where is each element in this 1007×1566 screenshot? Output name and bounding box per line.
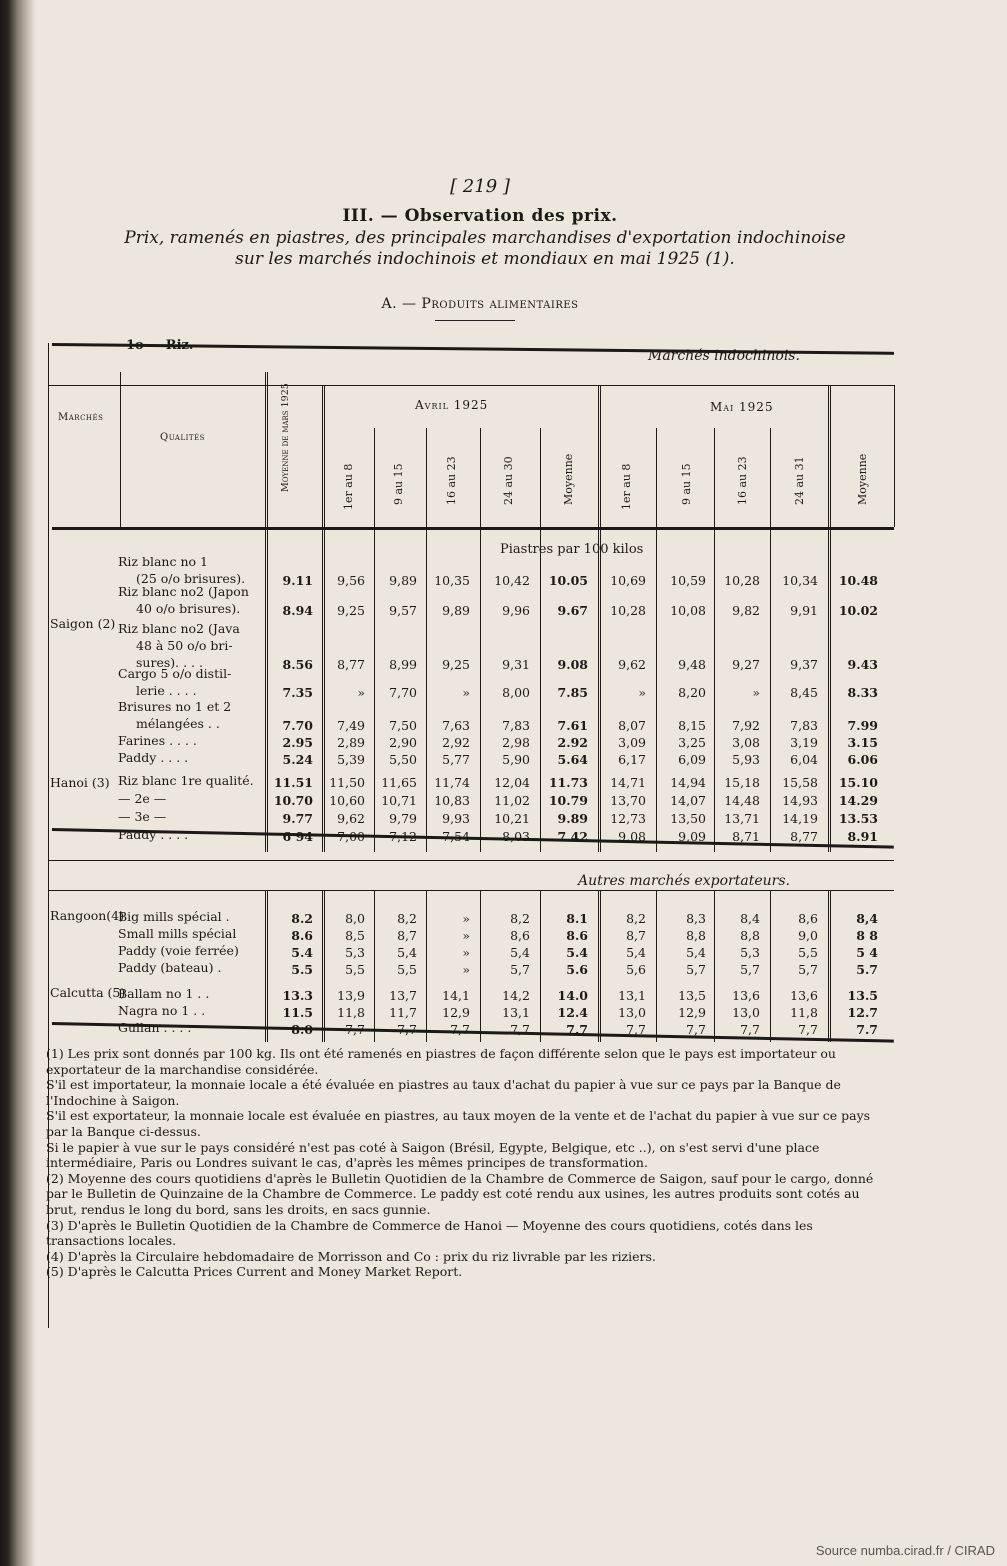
price-cell: 9,25: [337, 603, 365, 618]
price-cell: 5,93: [732, 752, 760, 767]
price-cell: 7,12: [389, 829, 417, 844]
price-cell: 7,7: [686, 1022, 706, 1037]
price-cell: 8,6: [510, 928, 530, 943]
part-title: A. — Produits alimentaires: [381, 296, 579, 312]
header-col: 16 au 23: [736, 456, 749, 505]
price-cell: 8,6: [798, 911, 818, 926]
zone-label-indochinois: Marchés indochinois.: [648, 348, 800, 364]
price-cell: 7,00: [337, 829, 365, 844]
quality-label: Riz blanc no2 (Japon: [118, 584, 249, 599]
price-cell: 13,1: [618, 988, 646, 1003]
price-cell: 8,5: [345, 928, 365, 943]
price-cell: 15,58: [782, 775, 818, 790]
quality-label: Cargo 5 o/o distil-: [118, 666, 232, 681]
header-col: 16 au 23: [445, 456, 458, 505]
section-title: III. — Observation des prix.: [342, 206, 618, 226]
price-cell: »: [462, 928, 470, 943]
price-cell: 7,7: [740, 1022, 760, 1037]
price-cell: 3,19: [790, 735, 818, 750]
price-cell: 5,5: [798, 945, 818, 960]
price-cell: 9,56: [337, 573, 365, 588]
price-cell: 10,69: [610, 573, 646, 588]
price-cell: 13,6: [790, 988, 818, 1003]
price-cell: 9.11: [282, 573, 313, 588]
price-cell: 7,7: [510, 1022, 530, 1037]
price-cell: 7,83: [790, 718, 818, 733]
price-cell: 10,59: [670, 573, 706, 588]
price-cell: 8.94: [282, 603, 313, 618]
price-cell: 13,7: [389, 988, 417, 1003]
price-cell: 12,9: [678, 1005, 706, 1020]
footnote: (1) Les prix sont donnés par 100 kg. Ils ont été ramenés en piastres de façon différente selon que le pays est importateur ou exportateur de la marchandise considérée.: [46, 1046, 836, 1077]
price-cell: 8,3: [686, 911, 706, 926]
price-cell: 11,65: [381, 775, 417, 790]
price-cell: 2,92: [442, 735, 470, 750]
quality-label: Paddy . . . .: [118, 750, 189, 765]
price-cell: 13.3: [282, 988, 313, 1003]
price-cell: »: [462, 911, 470, 926]
price-cell: 11,7: [389, 1005, 417, 1020]
unit-label: Piastres par 100 kilos: [500, 542, 644, 557]
price-cell: 7,49: [337, 718, 365, 733]
subtitle-line: sur les marchés indochinois et mondiaux en mai 1925 (1).: [235, 249, 735, 269]
price-cell: 7,83: [502, 718, 530, 733]
price-cell: 11,74: [434, 775, 470, 790]
price-cell: 5 4: [856, 945, 878, 960]
price-cell: 5,4: [686, 945, 706, 960]
price-cell: 7,7: [798, 1022, 818, 1037]
price-cell: 13.5: [847, 988, 878, 1003]
quality-label: Nagra no 1 . .: [118, 1003, 206, 1018]
price-cell: 9.77: [282, 811, 313, 826]
price-cell: 10,34: [782, 573, 818, 588]
price-cell: 13,70: [610, 793, 646, 808]
price-cell: 11.51: [273, 775, 313, 790]
quality-label: — 3e —: [118, 809, 167, 824]
price-cell: 13,0: [618, 1005, 646, 1020]
price-cell: 8,77: [790, 829, 818, 844]
autres-header-rule: [48, 890, 894, 891]
price-cell: 13,6: [732, 988, 760, 1003]
price-cell: 10,21: [494, 811, 530, 826]
price-cell: 14,19: [782, 811, 818, 826]
book-spine: [0, 0, 36, 1566]
price-cell: 5,6: [626, 962, 646, 977]
price-cell: 7.7: [566, 1022, 588, 1037]
header-top-rule: [48, 385, 894, 386]
price-cell: 9,57: [389, 603, 417, 618]
quality-label: (25 o/o brisures).: [136, 571, 246, 586]
header-col: 1er au 8: [620, 463, 633, 510]
source-footer: Source numba.cirad.fr / CIRAD: [815, 1543, 995, 1558]
price-cell: 11,8: [337, 1005, 365, 1020]
price-cell: 2,98: [502, 735, 530, 750]
header-col: 24 au 30: [502, 456, 515, 505]
price-cell: 7.85: [557, 685, 588, 700]
price-cell: 9,09: [678, 829, 706, 844]
price-cell: 8,20: [678, 685, 706, 700]
price-cell: 11.5: [282, 1005, 313, 1020]
header-col: Moyenne: [856, 453, 869, 505]
price-cell: 14,2: [502, 988, 530, 1003]
price-cell: 14,94: [670, 775, 706, 790]
price-cell: 11,8: [790, 1005, 818, 1020]
price-cell: 12,73: [610, 811, 646, 826]
price-cell: 3,09: [618, 735, 646, 750]
price-cell: 8,2: [510, 911, 530, 926]
price-cell: 7,7: [626, 1022, 646, 1037]
price-cell: 13,1: [502, 1005, 530, 1020]
price-cell: 10.48: [838, 573, 878, 588]
price-cell: 8,77: [337, 657, 365, 672]
price-cell: 12,9: [442, 1005, 470, 1020]
price-cell: 8,7: [626, 928, 646, 943]
price-cell: 7,92: [732, 718, 760, 733]
price-cell: 5.24: [282, 752, 313, 767]
header-mai: Mai 1925: [710, 400, 774, 414]
price-cell: 9.08: [557, 657, 588, 672]
price-cell: 9,48: [678, 657, 706, 672]
price-cell: 9,93: [442, 811, 470, 826]
price-cell: 9,82: [732, 603, 760, 618]
quality-label: Big mills spécial .: [118, 909, 230, 924]
price-cell: »: [462, 962, 470, 977]
price-cell: 12.4: [557, 1005, 588, 1020]
price-cell: 5,7: [686, 962, 706, 977]
price-cell: 5.64: [557, 752, 588, 767]
price-cell: 3,08: [732, 735, 760, 750]
header-col: 9 au 15: [392, 463, 405, 505]
footnote: Si le papier à vue sur le pays considéré n'est pas coté à Saigon (Brésil, Egypte, Belgique, etc ..), on s'est servi d'une place intermédiaire, Paris ou Londres suivant le cas, d'après les mêmes principes de transformation.: [46, 1139, 820, 1171]
price-cell: 9,89: [442, 603, 470, 618]
price-cell: 6 94: [282, 829, 313, 844]
price-cell: 5.7: [856, 962, 878, 977]
header-bottom-rule: [52, 527, 894, 530]
price-cell: 8 8: [856, 928, 878, 943]
price-cell: 5,3: [345, 945, 365, 960]
price-cell: 8.6: [291, 928, 313, 943]
price-cell: 8,4: [856, 911, 878, 926]
price-cell: 5,3: [740, 945, 760, 960]
price-cell: 8,45: [790, 685, 818, 700]
price-cell: 5,4: [397, 945, 417, 960]
price-cell: 13,0: [732, 1005, 760, 1020]
price-cell: »: [638, 685, 646, 700]
price-cell: 8.1: [566, 911, 588, 926]
price-cell: 14.0: [557, 988, 588, 1003]
price-cell: 7.61: [557, 718, 588, 733]
autres-top-rule: [48, 860, 894, 861]
price-cell: 7.35: [282, 685, 313, 700]
price-cell: 5,50: [389, 752, 417, 767]
footnotes: [46, 1046, 881, 1280]
price-cell: »: [357, 685, 365, 700]
price-cell: 5,7: [798, 962, 818, 977]
price-cell: 8.33: [847, 685, 878, 700]
price-cell: 9,31: [502, 657, 530, 672]
price-cell: 6,17: [618, 752, 646, 767]
price-cell: 8,07: [618, 718, 646, 733]
quality-label: Small mills spécial: [118, 926, 237, 941]
price-cell: 7.42: [557, 829, 588, 844]
price-cell: 6.06: [847, 752, 878, 767]
price-cell: 13.53: [838, 811, 878, 826]
footnote: (5) D'après le Calcutta Prices Current and Money Market Report.: [46, 1264, 463, 1280]
price-cell: 9.67: [557, 603, 588, 618]
footnote: S'il est importateur, la monnaie locale a été évaluée en piastres au taux d'achat du papier à vue sur ce pays par la Banque de l'Indochine à Saigon.: [46, 1077, 841, 1108]
header-col: 9 au 15: [680, 463, 693, 505]
price-cell: 5,4: [626, 945, 646, 960]
footnote: (4) D'après la Circulaire hebdomadaire de Morrisson and Co : prix du riz livrable par les riziers.: [46, 1248, 656, 1264]
price-cell: 9,91: [790, 603, 818, 618]
market-calcutta: Calcutta (5): [50, 985, 126, 1000]
quality-label: sures). . . .: [136, 655, 203, 670]
price-cell: 10,28: [724, 573, 760, 588]
price-cell: 9,0: [798, 928, 818, 943]
footnote: (3) D'après le Bulletin Quotidien de la Chambre de Commerce de Hanoi — Moyenne des cours quotidiens, cotés dans les transactions locales.: [46, 1217, 813, 1249]
price-cell: 5.6: [566, 962, 588, 977]
price-cell: 2,90: [389, 735, 417, 750]
price-cell: 10,28: [610, 603, 646, 618]
price-cell: 7,50: [389, 718, 417, 733]
price-cell: 15,18: [724, 775, 760, 790]
page-number: [ 219 ]: [450, 176, 510, 197]
quality-label: Riz blanc 1re qualité.: [118, 773, 254, 788]
price-cell: 8,8: [740, 928, 760, 943]
quality-label: Paddy (voie ferrée): [118, 943, 239, 958]
table-right-rule: [894, 385, 895, 527]
quality-label: 48 à 50 o/o bri-: [136, 638, 233, 653]
price-cell: »: [462, 945, 470, 960]
price-cell: 8,15: [678, 718, 706, 733]
price-cell: 14,48: [724, 793, 760, 808]
quality-label: Paddy (bateau) .: [118, 960, 222, 975]
header-moyenne-mars: Moyenne de mars 1925: [280, 383, 291, 492]
quality-label: Ballam no 1 . .: [118, 986, 210, 1001]
price-cell: 9.89: [557, 811, 588, 826]
zone-label-autres: Autres marchés exportateurs.: [578, 873, 790, 889]
price-cell: 9,62: [618, 657, 646, 672]
price-cell: 9,27: [732, 657, 760, 672]
price-cell: 8,2: [626, 911, 646, 926]
price-cell: 14.29: [838, 793, 878, 808]
price-cell: »: [752, 685, 760, 700]
price-cell: 8,2: [397, 911, 417, 926]
quality-label: mélangées . .: [136, 716, 220, 731]
subsection-label: 1o — Riz.: [126, 338, 194, 353]
price-cell: 12.7: [847, 1005, 878, 1020]
price-cell: 8,0: [345, 911, 365, 926]
price-cell: 10.05: [548, 573, 588, 588]
price-cell: 9.43: [847, 657, 878, 672]
quality-label: Riz blanc no 1: [118, 554, 208, 569]
col-rule: [120, 372, 121, 527]
price-cell: 10,08: [670, 603, 706, 618]
price-cell: 8.2: [291, 911, 313, 926]
header-avril: Avril 1925: [415, 398, 489, 412]
price-cell: 5,90: [502, 752, 530, 767]
price-cell: 5,7: [510, 962, 530, 977]
quality-label: — 2e —: [118, 791, 167, 806]
price-cell: 9,96: [502, 603, 530, 618]
price-cell: 10.70: [273, 793, 313, 808]
price-cell: 11,50: [329, 775, 365, 790]
price-cell: 7.99: [847, 718, 878, 733]
price-cell: 13,71: [724, 811, 760, 826]
price-cell: 5.5: [291, 962, 313, 977]
price-cell: 8,7: [397, 928, 417, 943]
quality-label: Farines . . . .: [118, 733, 197, 748]
price-cell: 5,39: [337, 752, 365, 767]
price-cell: 7.70: [282, 718, 313, 733]
part-title-rule: [435, 320, 515, 321]
quality-label: Riz blanc no2 (Java: [118, 621, 240, 636]
price-cell: 5,7: [740, 962, 760, 977]
price-cell: 5,5: [397, 962, 417, 977]
price-cell: 3,25: [678, 735, 706, 750]
quality-label: 40 o/o brisures).: [136, 601, 241, 616]
price-cell: 7.7: [856, 1022, 878, 1037]
price-cell: 12,04: [494, 775, 530, 790]
market-hanoi: Hanoi (3): [50, 775, 110, 790]
price-cell: 7,7: [345, 1022, 365, 1037]
price-cell: 14,1: [442, 988, 470, 1003]
price-cell: 8,8: [686, 928, 706, 943]
price-cell: 3.15: [847, 735, 878, 750]
price-cell: 10,83: [434, 793, 470, 808]
price-cell: 7,63: [442, 718, 470, 733]
subtitle: [90, 228, 880, 270]
price-cell: 7,7: [397, 1022, 417, 1037]
price-cell: 9,08: [618, 829, 646, 844]
price-cell: 15.10: [838, 775, 878, 790]
price-cell: 13,5: [678, 988, 706, 1003]
header-col: 24 au 31: [793, 456, 806, 505]
price-cell: 9,37: [790, 657, 818, 672]
price-cell: 10,42: [494, 573, 530, 588]
quality-label: Paddy . . . .: [118, 827, 189, 842]
subtitle-line: Prix, ramenés en piastres, des principales marchandises d'exportation indochinoise: [124, 228, 846, 248]
price-cell: 10.02: [838, 603, 878, 618]
price-cell: 10,60: [329, 793, 365, 808]
price-cell: »: [462, 685, 470, 700]
price-cell: 8.91: [847, 829, 878, 844]
price-cell: 5.4: [291, 945, 313, 960]
price-cell: 11,02: [494, 793, 530, 808]
price-cell: 5,77: [442, 752, 470, 767]
market-rangoon: Rangoon(4): [50, 908, 125, 923]
price-cell: 10,71: [381, 793, 417, 808]
price-cell: 14,71: [610, 775, 646, 790]
price-cell: 7,70: [389, 685, 417, 700]
header-qualites: Qualités: [160, 432, 205, 443]
price-cell: 11.73: [548, 775, 588, 790]
price-cell: 2.92: [557, 735, 588, 750]
price-cell: 8,99: [389, 657, 417, 672]
price-cell: 2,89: [337, 735, 365, 750]
header-marches: Marchés: [58, 412, 104, 423]
price-cell: 8.0: [291, 1022, 313, 1037]
price-cell: 5.4: [566, 945, 588, 960]
price-cell: 9,62: [337, 811, 365, 826]
quality-label: Brisures no 1 et 2: [118, 699, 232, 714]
price-cell: 9,79: [389, 811, 417, 826]
footnote: (2) Moyenne des cours quotidiens d'après le Bulletin Quotidien de la Chambre de Commerce de Saigon, sauf pour le cargo, donné par le Bulletin de Quinzaine de la Chambre de Commerce. Le paddy est coté rendu aux usines, les autres produits sont cotés au brut, rendus le long du bord, sans les droits, en sacs gunnie.: [46, 1170, 874, 1217]
price-cell: 5,4: [510, 945, 530, 960]
footnote: S'il est exportateur, la monnaie locale est évaluée en piastres, au taux moyen de la vente et de l'achat du papier à vue sur ce pays par la Banque ci-dessus.: [46, 1108, 871, 1139]
price-cell: 5,5: [345, 962, 365, 977]
price-cell: 10,35: [434, 573, 470, 588]
price-cell: 8,03: [502, 829, 530, 844]
price-cell: 7,54: [442, 829, 470, 844]
price-cell: 14,07: [670, 793, 706, 808]
price-cell: 8,4: [740, 911, 760, 926]
quality-label: lerie . . . .: [136, 683, 197, 698]
price-cell: 13,50: [670, 811, 706, 826]
price-cell: 2.95: [282, 735, 313, 750]
header-col: Moyenne: [562, 453, 575, 505]
price-cell: 7,7: [450, 1022, 470, 1037]
price-cell: 13,9: [337, 988, 365, 1003]
price-cell: 9,89: [389, 573, 417, 588]
price-cell: 6,09: [678, 752, 706, 767]
price-cell: 9,25: [442, 657, 470, 672]
market-saigon: Saigon (2): [50, 616, 116, 631]
price-cell: 14,93: [782, 793, 818, 808]
price-cell: 8.56: [282, 657, 313, 672]
price-cell: 6,04: [790, 752, 818, 767]
header-col: 1er au 8: [342, 463, 355, 510]
price-cell: 8.6: [566, 928, 588, 943]
price-cell: 10.79: [548, 793, 588, 808]
price-cell: 8,71: [732, 829, 760, 844]
price-cell: 8,00: [502, 685, 530, 700]
quality-label: Gullan . . . .: [118, 1020, 192, 1035]
